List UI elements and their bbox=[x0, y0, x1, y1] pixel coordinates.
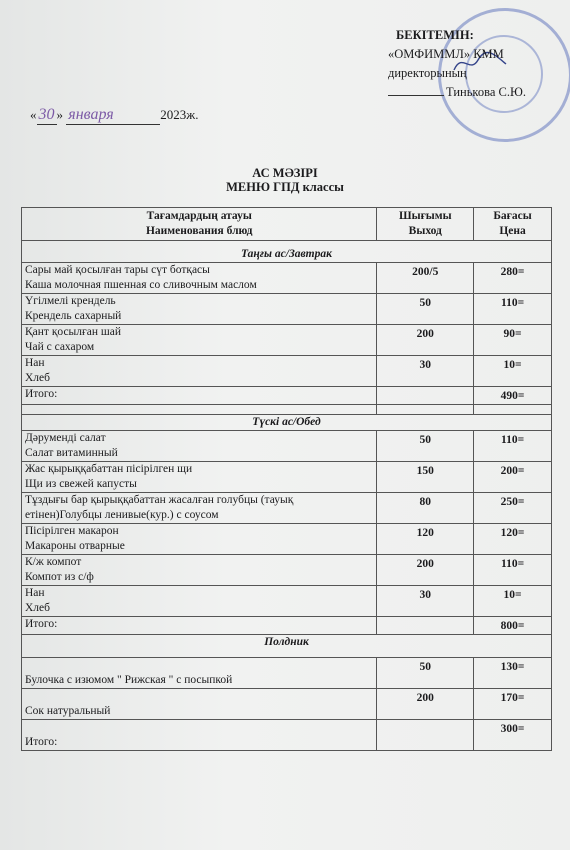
cell-text: Хлеб bbox=[25, 602, 50, 614]
section-lunch bbox=[22, 415, 552, 431]
table-cell: 170= bbox=[474, 689, 552, 720]
table-cell bbox=[22, 555, 377, 586]
approval-name: Тинькова С.Ю. bbox=[446, 85, 526, 99]
cell-text: Каша молочная пшенная со сливочным маслом bbox=[25, 279, 257, 291]
cell-text: Чай с сахаром bbox=[25, 341, 95, 353]
table-row bbox=[22, 263, 552, 294]
cell-text: Бағасы bbox=[493, 210, 532, 222]
table-row bbox=[22, 524, 552, 555]
total-row bbox=[22, 720, 552, 751]
total-row bbox=[22, 387, 552, 405]
table-row bbox=[22, 689, 552, 720]
table-cell bbox=[22, 356, 377, 387]
table-cell: Итого: bbox=[22, 617, 377, 635]
table-cell: 250= bbox=[474, 493, 552, 524]
table-cell bbox=[377, 720, 474, 751]
cell-text: Қант қосылған шай bbox=[25, 326, 121, 338]
table-cell: 110= bbox=[474, 555, 552, 586]
table-row bbox=[22, 356, 552, 387]
table-cell: 300= bbox=[474, 720, 552, 751]
table-cell: 80 bbox=[377, 493, 474, 524]
table-cell: 10= bbox=[474, 586, 552, 617]
table-cell: 110= bbox=[474, 431, 552, 462]
table-row bbox=[22, 555, 552, 586]
table-cell: Полдник bbox=[22, 635, 552, 658]
table-row bbox=[22, 294, 552, 325]
approval-heading: БЕКІТЕМІН: bbox=[396, 28, 474, 42]
spacer-row bbox=[22, 405, 552, 415]
table-cell bbox=[377, 405, 474, 415]
date-year: 2023ж. bbox=[160, 107, 199, 122]
table-row bbox=[22, 493, 552, 524]
date-quote-close: » bbox=[56, 107, 63, 122]
approval-signature-line bbox=[388, 83, 526, 102]
table-cell bbox=[377, 387, 474, 405]
table-cell bbox=[474, 405, 552, 415]
cell-text: К/ж компот bbox=[25, 556, 82, 568]
table-row bbox=[22, 325, 552, 356]
table-cell: 200/5 bbox=[377, 263, 474, 294]
date-day: 30 bbox=[38, 106, 55, 123]
table-cell bbox=[377, 617, 474, 635]
table-cell: 10= bbox=[474, 356, 552, 387]
menu-subtitle: МЕНЮ ГПД классы bbox=[226, 180, 344, 194]
table-cell bbox=[22, 405, 377, 415]
table-cell bbox=[22, 524, 377, 555]
table-cell: Таңғы ас/Завтрак bbox=[22, 241, 552, 263]
table-cell: 200 bbox=[377, 555, 474, 586]
table-cell: Итого: bbox=[22, 387, 377, 405]
cell-text: Жас қырыққабаттан пісірілген щи bbox=[25, 463, 193, 475]
table-row bbox=[22, 658, 552, 689]
date-month: января bbox=[66, 106, 160, 125]
table-cell: 200 bbox=[377, 325, 474, 356]
date-quote-open: « bbox=[30, 107, 37, 122]
cell-text: Щи из свежей капусты bbox=[25, 478, 137, 490]
document-date bbox=[30, 106, 198, 125]
signature-line bbox=[388, 95, 444, 96]
table-cell: 120 bbox=[377, 524, 474, 555]
table-cell: Түскі ас/Обед bbox=[22, 415, 552, 431]
section-snack bbox=[22, 635, 552, 658]
cell-text: Пісірілген макарон bbox=[25, 525, 119, 537]
table-header-row bbox=[22, 208, 552, 241]
cell-text: Тағамдардың атауы bbox=[146, 210, 252, 222]
table-cell: Сок натуральный bbox=[22, 689, 377, 720]
approval-block bbox=[388, 26, 526, 102]
table-cell: 30 bbox=[377, 586, 474, 617]
cell-text: Салат витаминный bbox=[25, 447, 118, 459]
table-cell bbox=[22, 586, 377, 617]
table-cell: 90= bbox=[474, 325, 552, 356]
table-cell: Итого: bbox=[22, 720, 377, 751]
table-cell: 130= bbox=[474, 658, 552, 689]
approval-org: «ОМФИММЛ» КММ bbox=[388, 47, 504, 61]
table-cell: 490= bbox=[474, 387, 552, 405]
cell-text: Макароны отварные bbox=[25, 540, 125, 552]
table-cell: 200 bbox=[377, 689, 474, 720]
table-cell: 120= bbox=[474, 524, 552, 555]
table-row bbox=[22, 462, 552, 493]
cell-text: етінен)Голубцы ленивые(кур.) с соусом bbox=[25, 509, 219, 521]
cell-text: Тұздығы бар қырыққабаттан жасалған голубцы (тауық bbox=[25, 494, 294, 506]
table-row bbox=[22, 431, 552, 462]
section-breakfast bbox=[22, 241, 552, 263]
cell-text: Цена bbox=[499, 225, 526, 237]
cell-text: Сары май қосылған тары сүт ботқасы bbox=[25, 264, 210, 276]
cell-text: Хлеб bbox=[25, 372, 50, 384]
table-cell: 200= bbox=[474, 462, 552, 493]
table-row bbox=[22, 586, 552, 617]
table-cell bbox=[22, 325, 377, 356]
table-cell bbox=[22, 294, 377, 325]
table-cell bbox=[22, 493, 377, 524]
table-cell bbox=[22, 431, 377, 462]
cell-text: Компот из с/ф bbox=[25, 571, 94, 583]
table-cell: 280= bbox=[474, 263, 552, 294]
cell-text: Үгілмелі крендель bbox=[25, 295, 116, 307]
table-cell: 50 bbox=[377, 431, 474, 462]
approval-position: директорының bbox=[388, 66, 467, 80]
cell-text: Выход bbox=[408, 225, 442, 237]
table-cell: 110= bbox=[474, 294, 552, 325]
table-cell: 150 bbox=[377, 462, 474, 493]
cell-text: Нан bbox=[25, 357, 45, 369]
table-cell: 50 bbox=[377, 294, 474, 325]
table-cell bbox=[22, 462, 377, 493]
cell-text: Шығымы bbox=[398, 210, 452, 222]
cell-text: Наименования блюд bbox=[145, 225, 253, 237]
col-header-output bbox=[377, 208, 474, 241]
cell-text: Крендель сахарный bbox=[25, 310, 122, 322]
table-cell: 50 bbox=[377, 658, 474, 689]
cell-text: Нан bbox=[25, 587, 45, 599]
cell-text: Дәруменді салат bbox=[25, 432, 106, 444]
col-header-price bbox=[474, 208, 552, 241]
menu-table bbox=[21, 207, 552, 751]
table-cell bbox=[22, 263, 377, 294]
table-cell: 30 bbox=[377, 356, 474, 387]
table-cell: Булочка с изюмом " Рижская " с посыпкой bbox=[22, 658, 377, 689]
total-row bbox=[22, 617, 552, 635]
menu-title: АС МӘЗІРІ bbox=[252, 166, 318, 180]
col-header-name bbox=[22, 208, 377, 241]
table-cell: 800= bbox=[474, 617, 552, 635]
